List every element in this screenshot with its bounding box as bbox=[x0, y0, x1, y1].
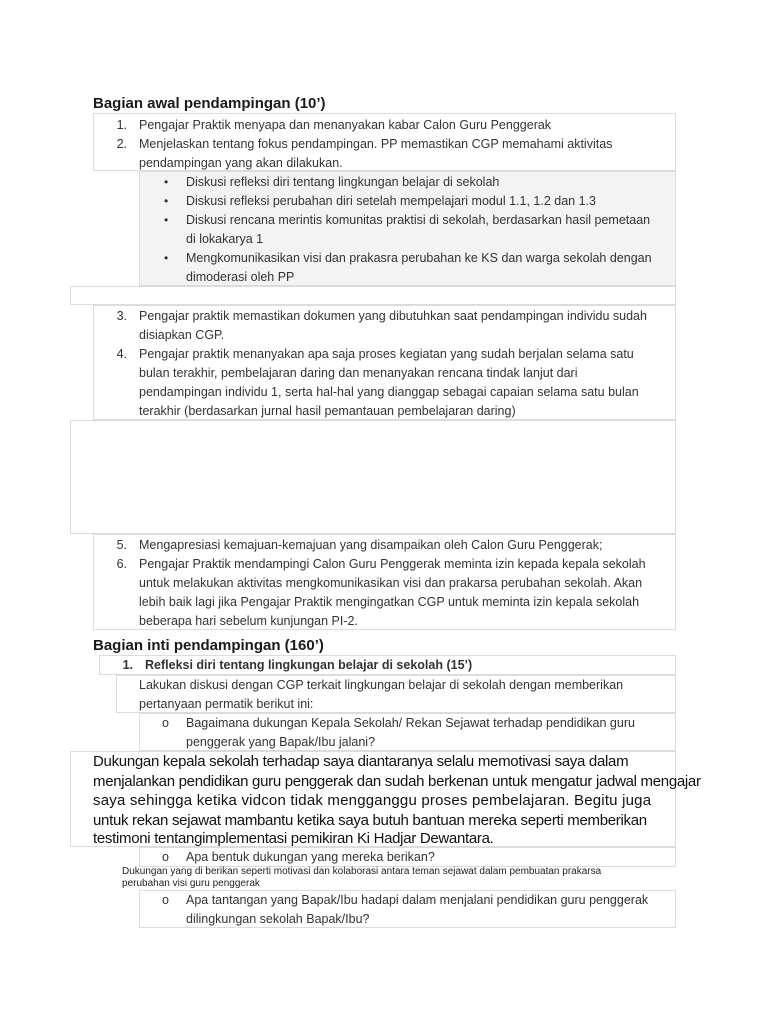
bullet-text: di lokakarya 1 bbox=[186, 232, 264, 246]
bullet-dot: • bbox=[164, 213, 169, 227]
item-number: 5. bbox=[116, 538, 127, 552]
answer-text: saya sehingga ketika vidcon tidak mengganggu proses pembelajaran. Begitu juga bbox=[93, 792, 652, 809]
item-text: disiapkan CGP. bbox=[139, 328, 225, 342]
bullet-dot: • bbox=[164, 194, 169, 208]
question-bullet: o bbox=[162, 893, 169, 907]
bullet-text: Diskusi refleksi perubahan diri setelah mempelajari modul 1.1, 1.2 dan 1.3 bbox=[186, 194, 596, 208]
answer-text: testimoni tentangimplementasi pemikiran Ki Hadjar Dewantara. bbox=[93, 830, 494, 847]
answer-small-text: perubahan visi guru penggerak bbox=[122, 878, 260, 889]
item-text: Pengajar praktik memastikan dokumen yang dibutuhkan saat pendampingan individu sudah bbox=[139, 309, 647, 323]
bullet-text: dimoderasi oleh PP bbox=[186, 270, 295, 284]
item-text: pendampingan yang akan dilakukan. bbox=[139, 156, 343, 170]
question-text: Apa tantangan yang Bapak/Ibu hadapi dalam menjalani pendidikan guru penggerak bbox=[186, 893, 649, 907]
bullet-dot: • bbox=[164, 175, 169, 189]
empty-row bbox=[70, 286, 676, 305]
bullet-text: Diskusi rencana merintis komunitas praktisi di sekolah, berdasarkan hasil pemetaan bbox=[186, 213, 651, 227]
empty-answer-box bbox=[70, 420, 676, 534]
item-number: 4. bbox=[116, 347, 127, 361]
subsection-number: 1. bbox=[122, 658, 133, 672]
item-text: bulan terakhir, pembelajaran daring dan menanyakan rencana tindak lanjut dari bbox=[139, 366, 578, 380]
item-text: untuk melakukan aktivitas mengkomunikasikan visi dan prakarsa perubahan sekolah. Akan bbox=[139, 576, 643, 590]
item-number: 6. bbox=[116, 557, 127, 571]
section-title-awal: Bagian awal pendampingan (10’) bbox=[93, 95, 326, 112]
bullet-text: Diskusi refleksi diri tentang lingkungan belajar di sekolah bbox=[186, 175, 500, 189]
bullet-text: Mengkomunikasikan visi dan prakasra perubahan ke KS dan warga sekolah dengan bbox=[186, 251, 652, 265]
section-title-inti: Bagian inti pendampingan (160’) bbox=[93, 637, 324, 654]
question-text: dilingkungan sekolah Bapak/Ibu? bbox=[186, 912, 370, 926]
question-text: penggerak yang Bapak/Ibu jalani? bbox=[186, 735, 376, 749]
answer-text: menjalankan pendidikan guru penggerak dan sudah berkenan untuk mengatur jadwal mengajar bbox=[93, 772, 701, 790]
item-text: beberapa hari sebelum kunjungan PI-2. bbox=[139, 614, 358, 628]
item-text: Pengajar Praktik menyapa dan menanyakan kabar Calon Guru Penggerak bbox=[139, 118, 552, 132]
item-text: Pengajar praktik menanyakan apa saja proses kegiatan yang sudah berjalan selama satu bbox=[139, 347, 634, 361]
answer-text: untuk rekan sejawat mambantu ketika saya butuh bantuan mereka seperti memberikan bbox=[93, 811, 647, 829]
item-number: 3. bbox=[116, 309, 127, 323]
question-bullet: o bbox=[162, 850, 169, 864]
item-number: 1. bbox=[116, 118, 127, 132]
question-text: Apa bentuk dukungan yang mereka berikan? bbox=[186, 850, 435, 864]
answer-text: Dukungan kepala sekolah terhadap saya diantaranya selalu memotivasi saya dalam bbox=[93, 753, 629, 770]
intro-text: pertanyaan permatik berikut ini: bbox=[139, 697, 314, 711]
item-text: Pengajar Praktik mendampingi Calon Guru Penggerak meminta izin kepada kepala sekolah bbox=[139, 557, 646, 571]
item-text: terakhir (berdasarkan jurnal hasil pemantauan pembelajaran daring) bbox=[139, 404, 516, 418]
item-text: lebih baik lagi jika Pengajar Praktik mengingatkan CGP untuk meminta izin kepala sekolah bbox=[139, 595, 640, 609]
bullet-dot: • bbox=[164, 251, 169, 265]
item-text: Mengapresiasi kemajuan-kemajuan yang disampaikan oleh Calon Guru Penggerak; bbox=[139, 538, 603, 552]
item-text: pendampingan individu 1, serta hal-hal yang dianggap sebagai capaian selama satu bulan bbox=[139, 385, 639, 399]
question-text: Bagaimana dukungan Kepala Sekolah/ Rekan Sejawat terhadap pendidikan guru bbox=[186, 716, 635, 730]
item-number: 2. bbox=[116, 137, 127, 151]
subsection-title: Refleksi diri tentang lingkungan belajar di sekolah (15’) bbox=[145, 658, 473, 672]
intro-text: Lakukan diskusi dengan CGP terkait lingkungan belajar di sekolah dengan memberikan bbox=[139, 678, 624, 692]
answer-small-text: Dukungan yang di berikan seperti motivasi dan kolaborasi antara teman sejawat dalam pembuatan prakarsa bbox=[122, 866, 602, 877]
question-bullet: o bbox=[162, 716, 169, 730]
item-text: Menjelaskan tentang fokus pendampingan. PP memastikan CGP memahami aktivitas bbox=[139, 137, 613, 151]
